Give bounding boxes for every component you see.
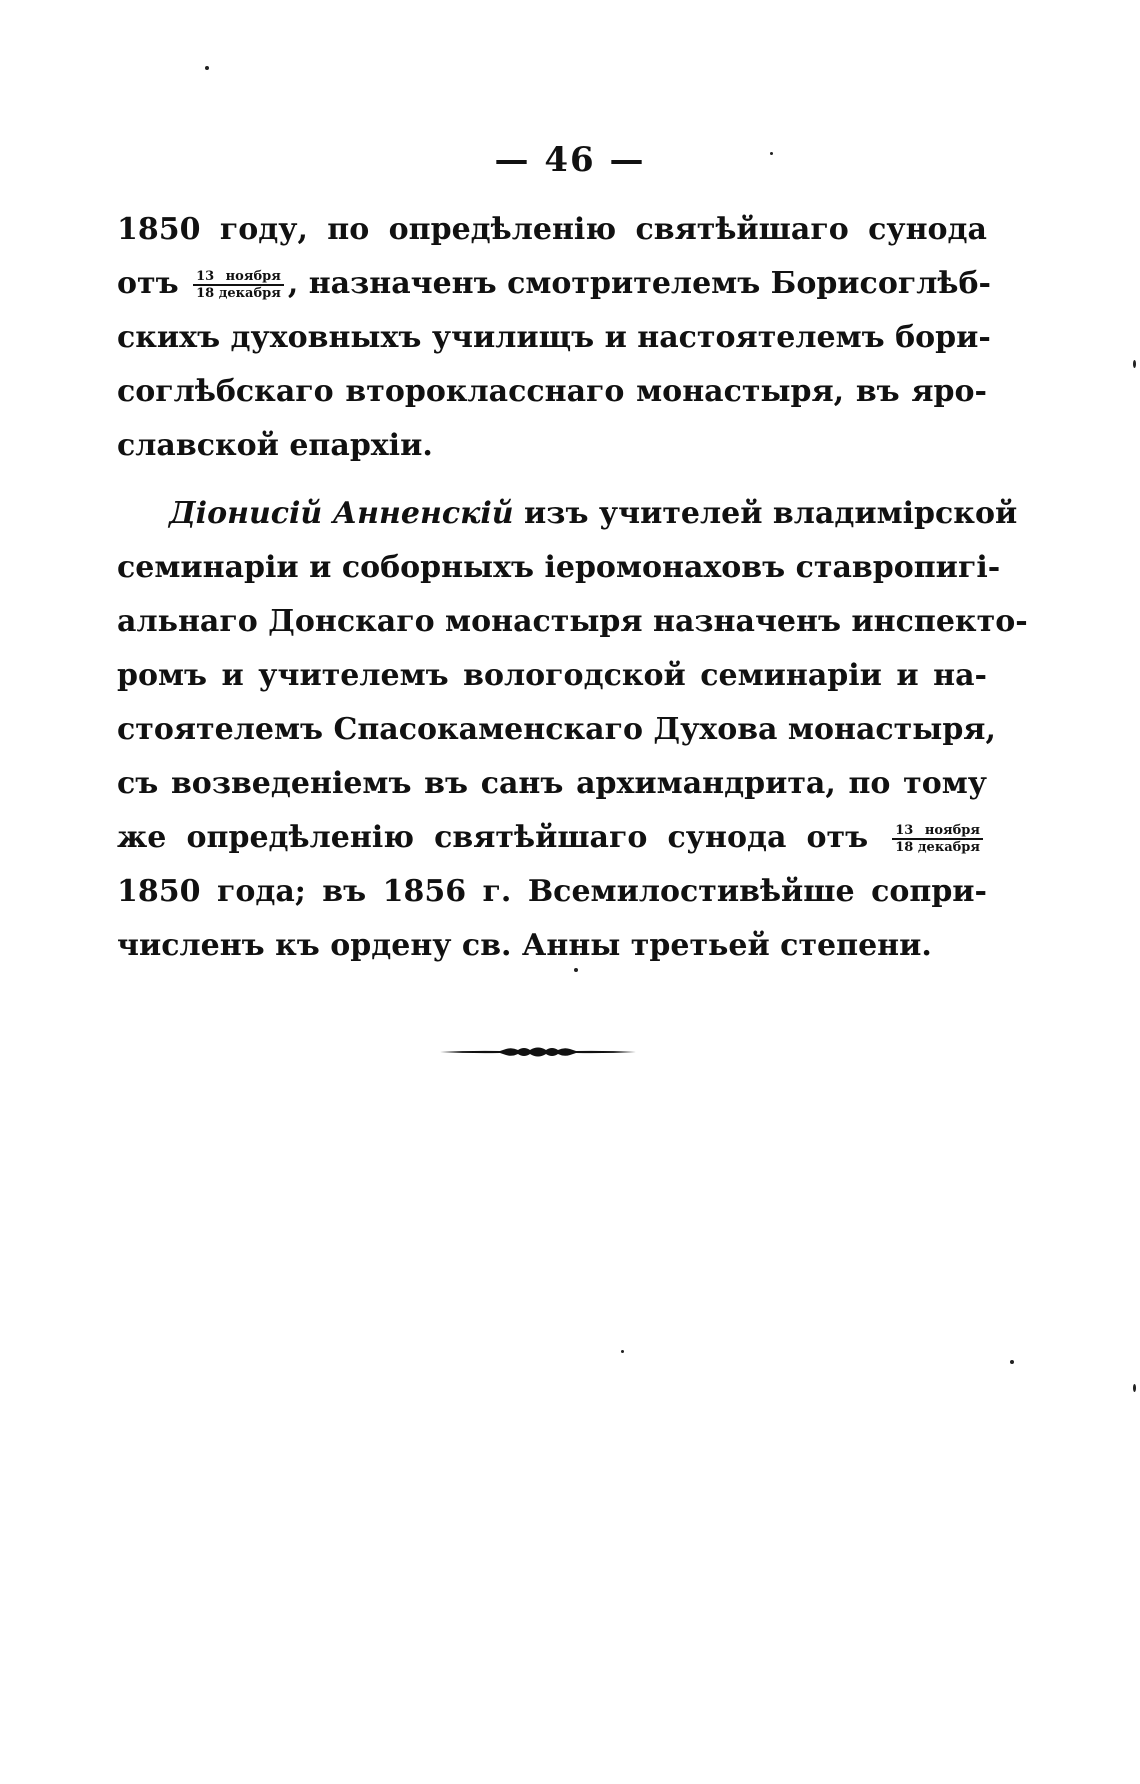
- paragraph-2: [117, 487, 1028, 973]
- fraction-denominator: 18 декабря: [895, 840, 980, 855]
- text-line: съ возведеніемъ въ санъ архимандрита, по тому: [117, 766, 987, 801]
- print-speck: [1133, 1384, 1136, 1392]
- text-fragment: изъ учителей владимірской: [524, 496, 1018, 531]
- print-speck: [621, 1350, 624, 1353]
- print-speck: [205, 66, 209, 70]
- text-line: альнаго Донскаго монастыря назначенъ инспекто-: [117, 604, 1028, 639]
- fraction-numerator: 13 ноября: [892, 823, 983, 840]
- text-line: ромъ и учителемъ вологодской семинаріи и на-: [117, 658, 987, 693]
- print-speck: [1133, 360, 1136, 368]
- text-fragment: , назначенъ смотрителемъ Борисоглѣб-: [287, 266, 991, 301]
- text-line: 1850 года; въ 1856 г. Всемилостивѣйше сопри-: [117, 874, 987, 909]
- date-fraction: [193, 269, 284, 301]
- print-speck: [1010, 1360, 1014, 1364]
- tailpiece-ornament-icon: [440, 1040, 636, 1064]
- text-line: [117, 487, 1018, 541]
- text-fragment: отъ: [117, 266, 179, 301]
- text-line: соглѣбскаго второкласснаго монастыря, въ яро-: [117, 374, 987, 409]
- text-line: стоятелемъ Спасокаменскаго Духова монастыря,: [117, 712, 996, 747]
- text-line: [117, 811, 987, 865]
- date-fraction: [892, 823, 983, 855]
- text-line: 1850 году, по опредѣленію святѣйшаго сунода: [117, 212, 987, 247]
- text-line: численъ къ ордену св. Анны третьей степени.: [117, 928, 932, 963]
- text-line: славской епархіи.: [117, 428, 433, 463]
- text-line: [117, 257, 991, 311]
- paragraph-1: [117, 203, 991, 473]
- text-line: семинаріи и соборныхъ іеромонаховъ ставропигі-: [117, 550, 1001, 585]
- body-text: [117, 203, 1028, 973]
- print-speck: [574, 968, 578, 972]
- person-name: Діонисій Анненскій: [169, 496, 514, 531]
- text-fragment: же опредѣленію святѣйшаго сунода отъ: [117, 820, 869, 855]
- text-line: скихъ духовныхъ училищъ и настоятелемъ бори-: [117, 320, 991, 355]
- page-number: — 46 —: [494, 140, 646, 180]
- print-speck: [770, 152, 773, 155]
- fraction-denominator: 18 декабря: [196, 286, 281, 301]
- fraction-numerator: 13 ноября: [193, 269, 284, 286]
